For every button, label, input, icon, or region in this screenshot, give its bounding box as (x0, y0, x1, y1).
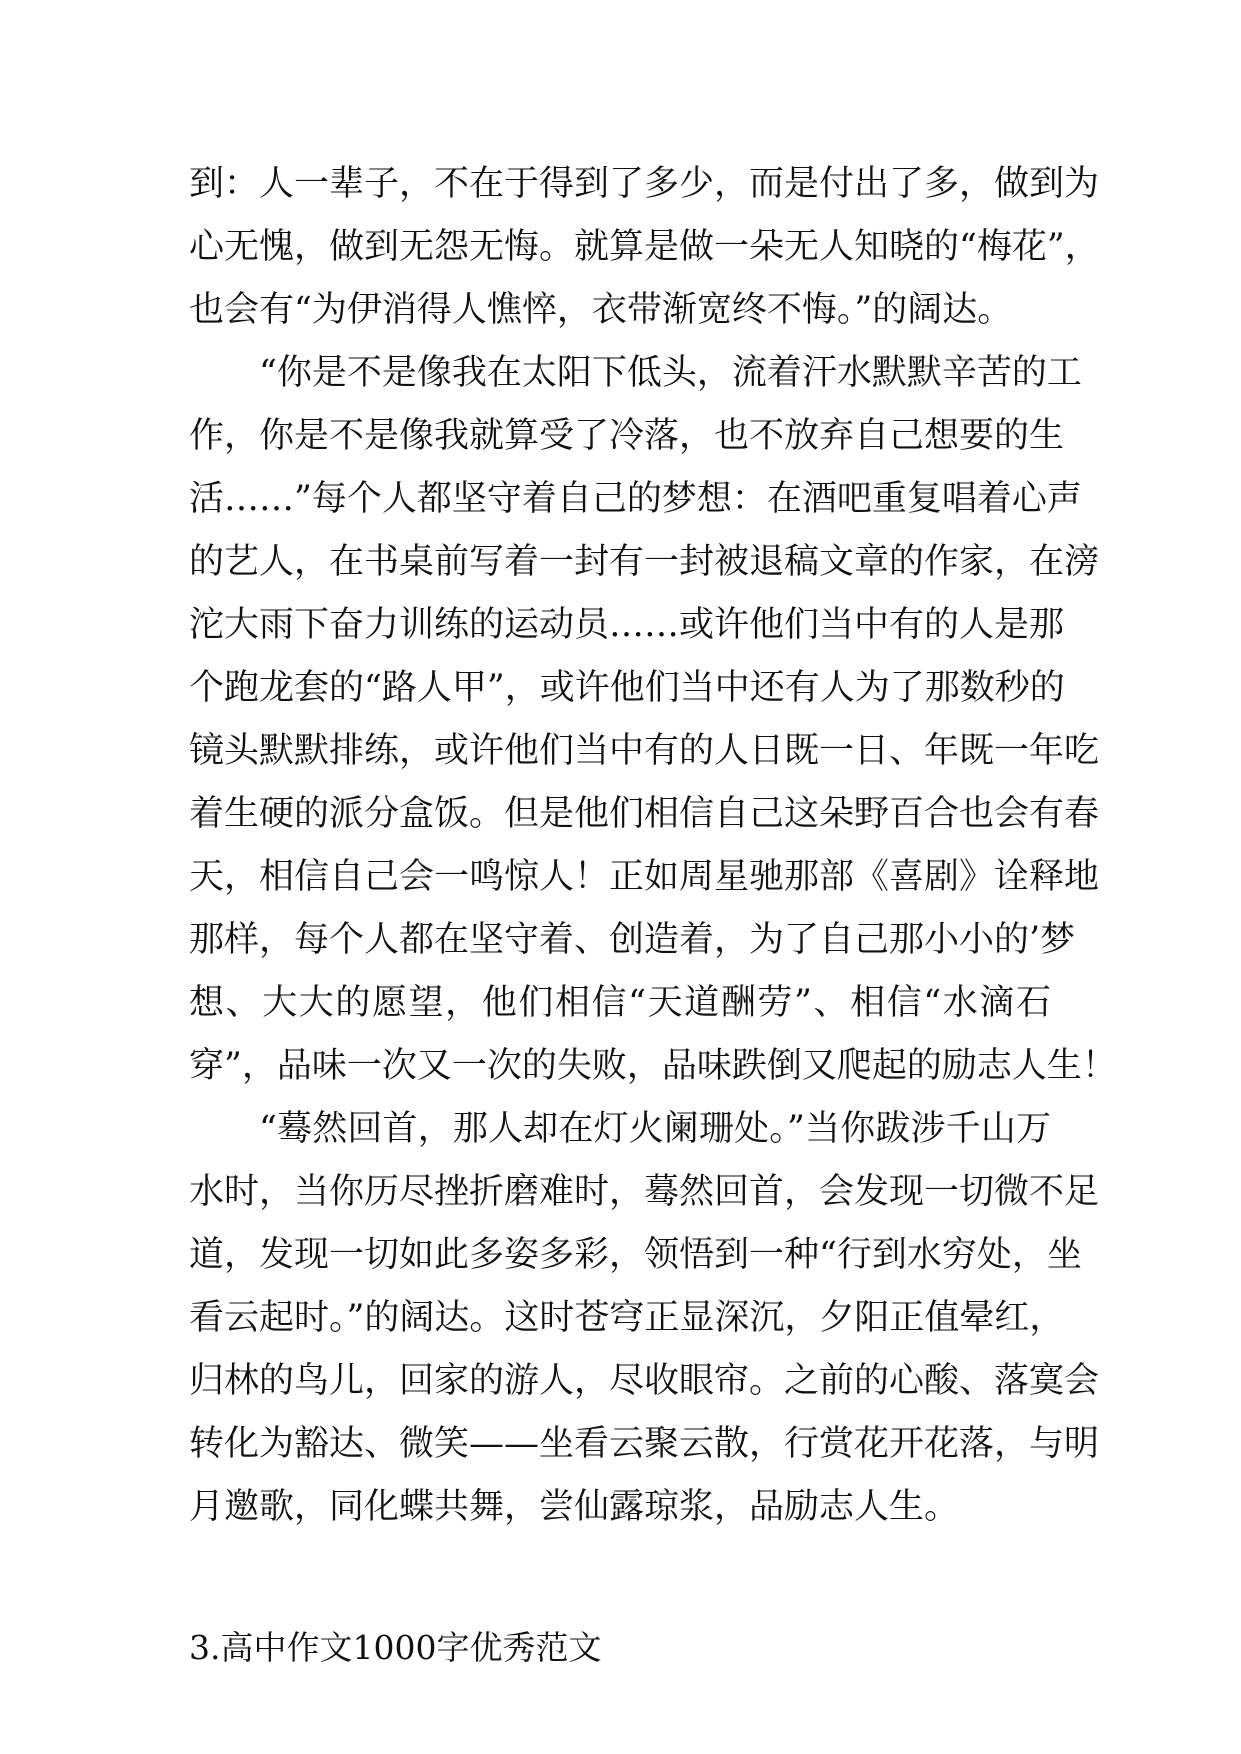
paragraph-2-line-4: 的艺人，在书桌前写着一封有一封被退稿文章的作家，在滂 (189, 542, 1100, 582)
paragraph-2-line-9: 天，相信自己会一鸣惊人！正如周星驰那部《喜剧》诠释地 (189, 857, 1100, 897)
paragraph-3-line-3: 道，发现一切如此多姿多彩，领悟到一种“行到水穷处，坐 (189, 1235, 1082, 1275)
paragraph-2-line-8: 着生硬的派分盒饭。但是他们相信自己这朵野百合也会有春 (189, 794, 1100, 834)
paragraph-2-line-7: 镜头默默排练，或许他们当中有的人日既一日、年既一年吃 (189, 731, 1100, 771)
paragraph-3-line-5: 归林的鸟儿，回家的游人，尽收眼帘。之前的心酸、落寞会 (189, 1361, 1100, 1401)
paragraph-2-line-12: 穿”，品味一次又一次的失败，品味跌倒又爬起的励志人生！ (189, 1046, 1117, 1086)
paragraph-2-line-5: 沱大雨下奋力训练的运动员……或许他们当中有的人是那 (189, 605, 1065, 645)
paragraph-1-line-1: 到：人一辈子，不在于得到了多少，而是付出了多，做到为 (189, 164, 1100, 204)
paragraph-1-line-3: 也会有“为伊消得人憔悴，衣带渐宽终不悔。”的阔达。 (189, 290, 1013, 330)
paragraph-3-line-7: 月邀歌，同化蝶共舞，尝仙露琼浆，品励志人生。 (189, 1487, 960, 1527)
paragraph-1-line-2: 心无愧，做到无怨无悔。就算是做一朵无人知晓的“梅花”， (189, 227, 1100, 267)
paragraph-2-line-2: 作，你是不是像我就算受了冷落，也不放弃自己想要的生 (189, 416, 1065, 456)
paragraph-2-line-6: 个跑龙套的“路人甲”，或许他们当中还有人为了那数秒的 (189, 668, 1065, 708)
section-heading: 3.高中作文1000字优秀范文 (189, 1628, 602, 1667)
paragraph-3-line-2: 水时，当你历尽挫折磨难时，蓦然回首，会发现一切微不足 (189, 1172, 1100, 1212)
paragraph-2-line-11: 想、大大的愿望，他们相信“天道酬劳”、相信“水滴石 (189, 983, 1051, 1023)
paragraph-2-line-3: 活……”每个人都坚守着自己的梦想：在酒吧重复唱着心声 (189, 479, 1082, 519)
paragraph-2-line-1: “你是不是像我在太阳下低头，流着汗水默默辛苦的工 (259, 353, 1082, 393)
paragraph-2-line-10: 那样，每个人都在坚守着、创造着，为了自己那小小的’梦 (189, 920, 1076, 960)
paragraph-3-line-4: 看云起时。”的阔达。这时苍穹正显深沉，夕阳正值晕红， (189, 1298, 1065, 1338)
paragraph-3-line-6: 转化为豁达、微笑——坐看云聚云散，行赏花开花落，与明 (189, 1424, 1100, 1464)
paragraph-3-line-1: “蓦然回首，那人却在灯火阑珊处。”当你跋涉千山万 (259, 1109, 1051, 1149)
